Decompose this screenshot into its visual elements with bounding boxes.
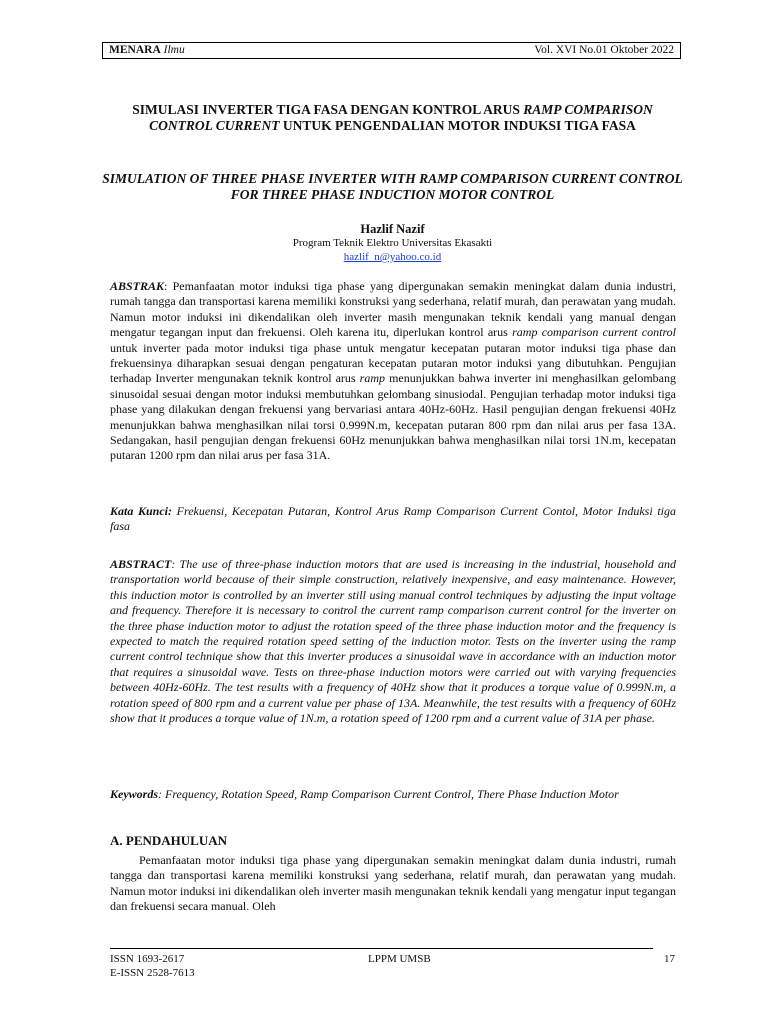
volume-info: Vol. XVI No.01 Oktober 2022	[534, 44, 674, 56]
footer-divider	[110, 948, 653, 949]
title-id-part1: SIMULASI INVERTER TIGA FASA DENGAN KONTROL ARUS	[132, 102, 524, 117]
kata-kunci-text: Frekuensi, Kecepatan Putaran, Kontrol Arus Ramp Comparison Current Contol, Motor Induksi tiga fasa	[110, 504, 676, 534]
keywords-text: : Frequency, Rotation Speed, Ramp Comparison Current Control, There Phase Induction Motor	[158, 787, 619, 801]
body-paragraph: Pemanfaatan motor induksi tiga phase yang dipergunakan semakin meningkat dalam dunia industri, rumah tangga dan transportasi karena memiliki konstruksi yang sederhana, relatif murah, dan perawatan yang mudah. Namun motor induksi ini dikendalikan oleh inverter masih mengunakan teknik kendali yang mengatur input tegangan dan frekuensi secara manual. Oleh	[110, 853, 676, 914]
abstrak-text-3: menunjukkan bahwa inverter ini menghasilkan gelombang sinusoidal sesuai dengan motor induksi membutuhkan gelombang sinusiodal. Pengujian terhadap motor induksi tiga phase yang dilakukan dengan frekuensi yang bervariasi antara 40Hz-60Hz. Hasil pengujian dengan frekuensi 40Hz menunjukkan bahwa menghasilkan nilai torsi 0.999N.m, kecepatan putaran 800 rpm dan nilai arus per fasa 13A. Sedangakan, hasil pengujian dengan frekuensi 60Hz menunjukkan bahwa menghasilkan nilai torsi 1N.m, kecepatan putaran 1200 rpm dan nilai arus per fasa 31A.	[110, 371, 676, 463]
paper-title-indonesian	[102, 102, 683, 134]
page-number: 17	[664, 953, 675, 965]
abstrak-text-2: untuk inverter pada motor induksi tiga phase untuk mengatur kecepatan putaran motor induksi tiga phase dan frekuensinya diharapkan sesuai dengan pengaturan kecepatan putaran motor induksi yang dibutuhkan. Pengujian terhadap Inverter mengunakan teknik kontrol arus	[110, 340, 676, 386]
journal-name-italic: Ilmu	[163, 44, 185, 56]
keywords-label: Keywords	[110, 787, 158, 801]
abstract-paragraph	[110, 557, 676, 726]
abstract-label: ABSTRACT	[110, 557, 172, 571]
abstrak-label: ABSTRAK	[110, 279, 165, 293]
issn: ISSN 1693-2617	[110, 953, 185, 965]
abstrak-paragraph	[110, 279, 676, 464]
journal-name	[109, 43, 185, 58]
footer-publisher: LPPM UMSB	[368, 953, 431, 965]
abstract-text: : The use of three-phase induction motors that are used is increasing in the industrial, household and transportation world because of their simple construction, relatively inexpensive, and easy maintenance. However, this induction motor is controlled by an inverter still using manual control techniques by adjusting the input voltage and frequency. Therefore it is necessary to control the current ramp comparison current control for the inverter on the three phase induction motor to adjust the rotation speed of the three phase induction motor and the frequency is expected to match the required rotation speed setting of the induction motor. Tests on the inverter using the ramp current control technique show that this inverter produces a sinusoidal wave in accordance with an induction motor that requires a sinusoidal wave. Tests on three-phase induction motors were carried out with varying frequencies between 40Hz-60Hz. The test results with a frequency of 40Hz show that it produces a torque value of 0.999N.m, a rotation speed of 800 rpm and a current value per phase of 13A. Meanwhile, the test results with a frequency of 60Hz show that it produces a torque value of 1N.m, a rotation speed of 1200 rpm and a current value of 31A per phase.	[110, 557, 676, 726]
paper-title-english: SIMULATION OF THREE PHASE INVERTER WITH RAMP COMPARISON CURRENT CONTROL FOR THREE PHASE INDUCTION MOTOR CONTROL	[102, 171, 683, 202]
eissn: E-ISSN 2528-7613	[110, 967, 195, 979]
author-email-link[interactable]: hazlif_n@yahoo.co.id	[343, 251, 442, 263]
title-id-part3: UNTUK PENGENDALIAN MOTOR INDUKSI TIGA FASA	[279, 118, 636, 133]
author-name: Hazlif Nazif	[360, 222, 425, 236]
abstrak-italic-2: ramp	[359, 371, 385, 386]
abstrak-text-1: : Pemanfaatan motor induksi tiga phase yang dipergunakan semakin meningkat dalam dunia industri, rumah tangga dan transportasi karena memiliki konstruksi yang sederhana, relatif murah, dan perawatan yang mudah. Namun motor induksi ini dikendalikan oleh inverter masih mengunakan teknik kendali yang manual dengan mengatur tegangan input dan frekuensi. Oleh karena itu, diperlukan kontrol arus	[110, 279, 676, 340]
title-id-italic: RAMP COMPARISON CONTROL CURRENT	[149, 102, 653, 133]
footer-issn-block	[110, 952, 195, 980]
journal-name-bold: MENARA	[109, 44, 161, 56]
kata-kunci-label: Kata Kunci:	[110, 504, 173, 518]
section-heading: A. PENDAHULUAN	[110, 833, 227, 848]
kata-kunci	[110, 504, 676, 535]
keywords	[110, 787, 676, 802]
abstrak-italic-1: ramp comparison current control	[512, 325, 676, 340]
running-header	[102, 42, 681, 59]
author-affiliation: Program Teknik Elektro Universitas Ekasakti	[292, 237, 493, 249]
author-block	[102, 222, 683, 264]
